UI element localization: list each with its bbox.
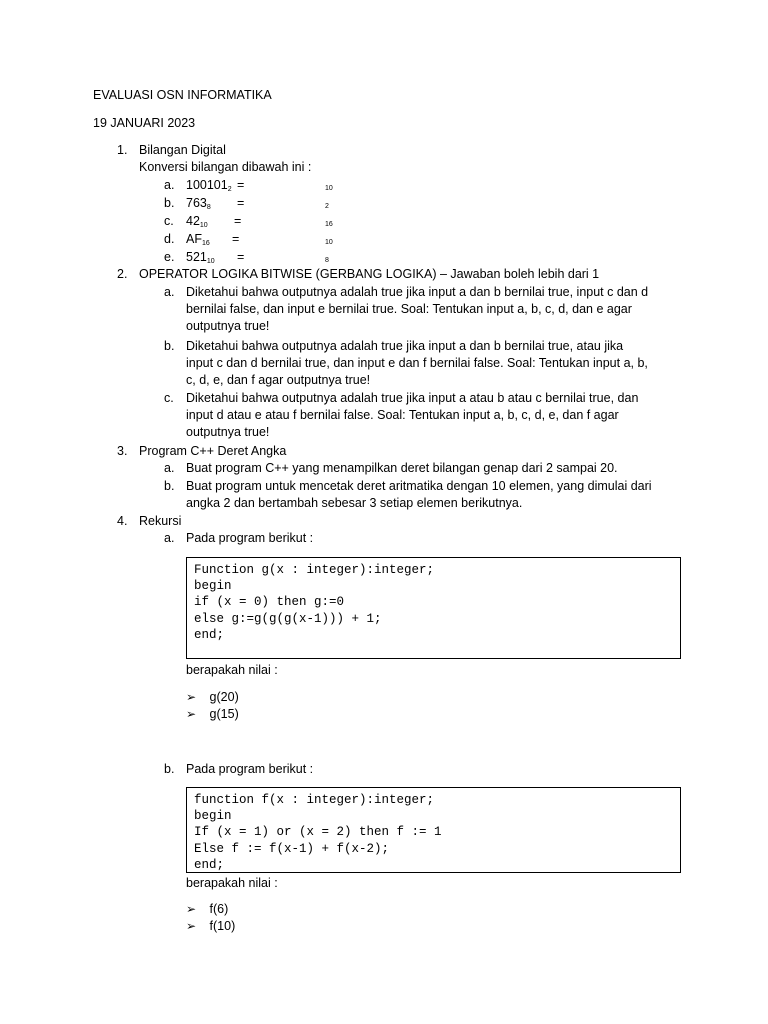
item-letter: a. (164, 178, 175, 192)
q3-a-line-1: Buat program C++ yang menampilkan deret bilangan genap dari 2 sampai 20. (186, 461, 618, 475)
code-line: begin (194, 809, 232, 824)
target-base: 2 (325, 203, 329, 210)
q4-a-intro: Pada program berikut : (186, 531, 314, 545)
conversion-value: $763_8$ (186, 196, 211, 211)
q2-number: 2. (117, 267, 128, 281)
q1-number: 1. (117, 143, 128, 157)
arrowhead-bullet-icon: ➢ (186, 690, 197, 704)
q1-title: Bilangan Digital (139, 143, 226, 157)
q2-a-line-1: Diketahui bahwa outputnya adalah true jika input a dan b bernilai true, input c dan d (186, 285, 649, 299)
target-base: 8 (325, 257, 329, 264)
arrowhead-bullet-icon: ➢ (186, 902, 197, 916)
bullet-text: f(6) (209, 902, 229, 916)
q4-b-letter: b. (164, 762, 175, 776)
document-date: 19 JANUARI 2023 (93, 116, 196, 130)
target-base: 16 (325, 221, 333, 228)
bullet-item (186, 707, 239, 721)
item-letter: b. (164, 196, 175, 210)
q1-instruction: Konversi bilangan dibawah ini : (139, 160, 312, 174)
conversion-value: $AF_{16}$ (186, 232, 210, 247)
q2-b-line-1: Diketahui bahwa outputnya adalah true jika input a dan b bernilai true, atau jika (186, 339, 624, 353)
document-title: EVALUASI OSN INFORMATIKA (93, 88, 272, 102)
item-letter: e. (164, 250, 175, 264)
q4-a-letter: a. (164, 531, 175, 545)
q3-b-line-1: Buat program untuk mencetak deret aritmatika dengan 10 elemen, yang dimulai dari (186, 479, 652, 493)
equals-sign: = (237, 196, 245, 210)
bullet-text: g(20) (209, 690, 239, 704)
code-line: If (x = 1) or (x = 2) then f := 1 (194, 825, 442, 840)
conversion-value: $100101_2$ (186, 178, 232, 193)
q4-b-intro: Pada program berikut : (186, 762, 314, 776)
item-letter: b. (164, 479, 175, 493)
q4-a-question: berapakah nilai : (186, 663, 278, 677)
code-line: Else f := f(x-1) + f(x-2); (194, 841, 390, 856)
bullet-text: g(15) (209, 707, 239, 721)
q3-b-line-2: angka 2 dan bertambah sebesar 3 setiap elemen berikutnya. (186, 496, 523, 510)
equals-sign: = (234, 214, 242, 228)
q2-title: OPERATOR LOGIKA BITWISE (GERBANG LOGIKA) – Jawaban boleh lebih dari 1 (139, 267, 600, 281)
equals-sign: = (237, 178, 245, 192)
arrowhead-bullet-icon: ➢ (186, 919, 197, 933)
item-letter: b. (164, 339, 175, 353)
code-block-f (186, 787, 681, 873)
code-line: begin (194, 579, 232, 594)
bullet-item (186, 902, 228, 916)
q2-a-line-3: outputnya true! (186, 319, 270, 333)
item-letter: c. (164, 391, 174, 405)
q2-c-line-2: input d atau e atau f bernilai false. Soal: Tentukan input a, b, c, d, e, dan f agar (186, 408, 619, 422)
code-line: else g:=g(g(g(x-1))) + 1; (194, 611, 382, 626)
code-line: end; (194, 857, 225, 872)
equals-sign: = (232, 232, 240, 246)
bullet-item (186, 690, 239, 704)
code-line: Function g(x : integer):integer; (194, 563, 435, 577)
bullet-item (186, 919, 235, 933)
item-letter: d. (164, 232, 175, 246)
q2-b-line-2: input c dan d bernilai true, dan input e dan f bernilai false. Soal: Tentukan input a, b, (186, 356, 648, 370)
target-base: 10 (325, 239, 333, 246)
q3-number: 3. (117, 444, 128, 458)
q4-title: Rekursi (139, 514, 182, 528)
q4-b-question: berapakah nilai : (186, 876, 278, 890)
code-block-g (186, 557, 681, 659)
item-letter: a. (164, 285, 175, 299)
equals-sign: = (237, 250, 245, 264)
q4-number: 4. (117, 514, 128, 528)
target-base: 10 (325, 185, 333, 192)
code-line: end; (194, 627, 225, 642)
q3-title: Program C++ Deret Angka (139, 444, 287, 458)
q2-c-line-1: Diketahui bahwa outputnya adalah true jika input a atau b atau c bernilai true, dan (186, 391, 639, 405)
q2-a-line-2: bernilai false, dan input e bernilai true. Soal: Tentukan input a, b, c, d, dan e agar (186, 302, 632, 316)
item-letter: a. (164, 461, 175, 475)
conversion-value: $42_{10}$ (186, 214, 208, 229)
conversion-value: $521_{10}$ (186, 250, 215, 265)
code-line: function f(x : integer):integer; (194, 793, 435, 807)
bullet-text: f(10) (209, 919, 236, 933)
code-line: if (x = 0) then g:=0 (194, 595, 345, 610)
arrowhead-bullet-icon: ➢ (186, 707, 197, 721)
item-letter: c. (164, 214, 174, 228)
q2-c-line-3: outputnya true! (186, 425, 270, 439)
q2-b-line-3: c, d, e, dan f agar outputnya true! (186, 373, 371, 387)
